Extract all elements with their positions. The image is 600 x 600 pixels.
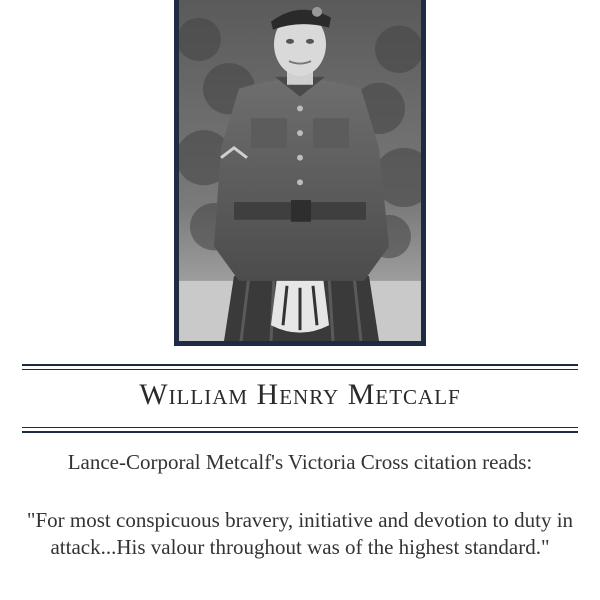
top-divider-rule [22,364,578,366]
top-divider-rule-thin [22,369,578,370]
bottom-divider-rule [22,431,578,433]
citation-quote: "For most conspicuous bravery, initiative and devotion to duty in attack...His valour throughout was of the highest standard." [26,508,574,559]
portrait-photo [174,0,426,346]
citation-intro: Lance-Corporal Metcalf's Victoria Cross citation reads: [67,450,533,474]
bottom-divider-rule-thin [22,427,578,428]
soldier-portrait-image [179,0,421,341]
page-title: William Henry Metcalf [139,378,461,411]
